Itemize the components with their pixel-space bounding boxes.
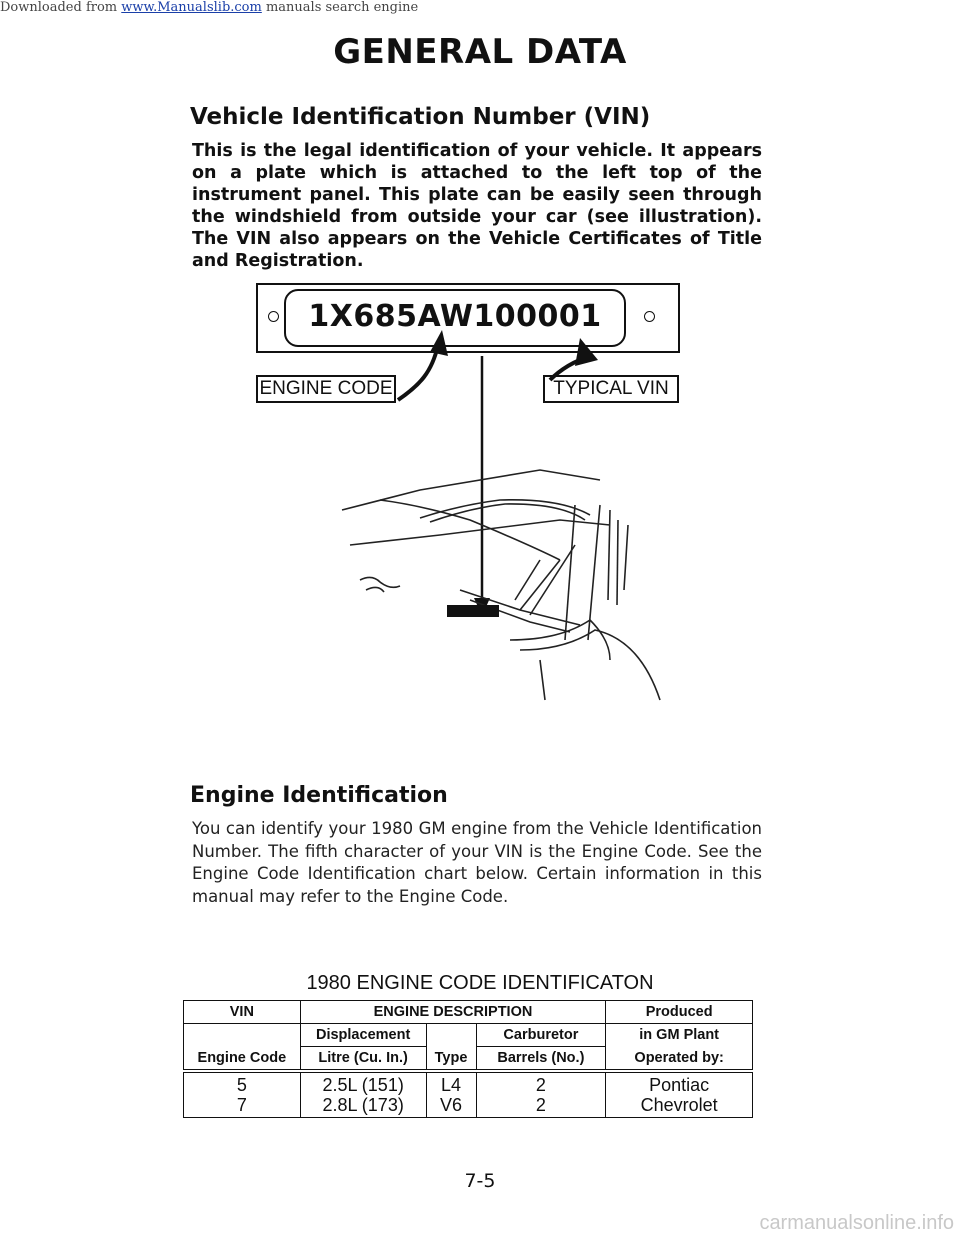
- col-header-engine-code: Engine Code: [184, 1047, 301, 1072]
- table-title: 1980 ENGINE CODE IDENTIFICATON: [306, 972, 654, 994]
- col-header-carburetor: Carburetor: [476, 1024, 606, 1047]
- engine-code-label: ENGINE CODE: [256, 375, 396, 403]
- cell-plant: [606, 1071, 753, 1118]
- barrels-value-1: 2: [535, 1075, 546, 1095]
- plant-value-2: Chevrolet: [640, 1095, 718, 1115]
- vin-plate-location: [447, 605, 499, 617]
- col-header-litre: Litre (Cu. In.): [300, 1047, 426, 1072]
- vin-paragraph: This is the legal identification of your vehicle. It appears on a plate which is attached to the left top of the instrument panel. This plate can be easily seen through the windshield from outside your car (see illustration). The VIN also appears on the Vehicle Certificates of Title and Registration.: [192, 141, 762, 271]
- col-header-type: Type: [426, 1047, 476, 1072]
- engine-code-5: 5: [236, 1075, 247, 1095]
- banner-prefix: Downloaded from: [0, 0, 122, 15]
- type-value-2: V6: [440, 1095, 463, 1115]
- typical-vin-label: TYPICAL VIN: [543, 375, 679, 403]
- col-header-operated-by: Operated by:: [606, 1047, 753, 1072]
- engine-code-table: [183, 1000, 753, 1118]
- page-title: GENERAL DATA: [333, 32, 627, 72]
- col-header-barrels: Barrels (No.): [476, 1047, 606, 1072]
- col-header-in-gm-plant: in GM Plant: [606, 1024, 753, 1047]
- watermark: carmanualsonline.info: [759, 1212, 954, 1234]
- cell-barrels: [476, 1071, 606, 1118]
- vin-number: 1X685AW100001: [308, 299, 602, 334]
- col-header-produced: Produced: [606, 1001, 753, 1024]
- manualslib-link[interactable]: www.Manualslib.com: [121, 0, 262, 15]
- cell-engine-code: [184, 1071, 301, 1118]
- plant-value-1: Pontiac: [649, 1075, 710, 1095]
- table-row: [184, 1071, 753, 1118]
- displacement-value-1: 2.5L (151): [322, 1075, 404, 1095]
- barrels-value-2: 2: [535, 1095, 546, 1115]
- cell-type: [426, 1071, 476, 1118]
- engine-code-arrowhead: [430, 330, 448, 356]
- col-header-engine-description: ENGINE DESCRIPTION: [300, 1001, 606, 1024]
- col-header-displacement: Displacement: [300, 1024, 426, 1047]
- vin-heading: Vehicle Identification Number (VIN): [190, 104, 651, 130]
- page-number: 7-5: [464, 1170, 496, 1192]
- engine-code-7: 7: [236, 1095, 247, 1115]
- col-header-vin: VIN: [184, 1001, 301, 1024]
- banner-suffix: manuals search engine: [261, 0, 419, 15]
- engine-paragraph: You can identify your 1980 GM engine from the Vehicle Identification Number. The fifth character of your VIN is the Engine Code. See the Engine Code Identification chart below. Certain information in this manual may refer to the Engine Code.: [192, 819, 762, 906]
- dash-sketch: [342, 470, 660, 700]
- displacement-value-2: 2.8L (173): [322, 1095, 404, 1115]
- engine-code-arrow: [398, 345, 438, 400]
- typical-vin-arrowhead: [575, 338, 598, 366]
- engine-heading: Engine Identification: [190, 783, 448, 808]
- cell-displacement: [300, 1071, 426, 1118]
- type-value-1: L4: [441, 1075, 462, 1095]
